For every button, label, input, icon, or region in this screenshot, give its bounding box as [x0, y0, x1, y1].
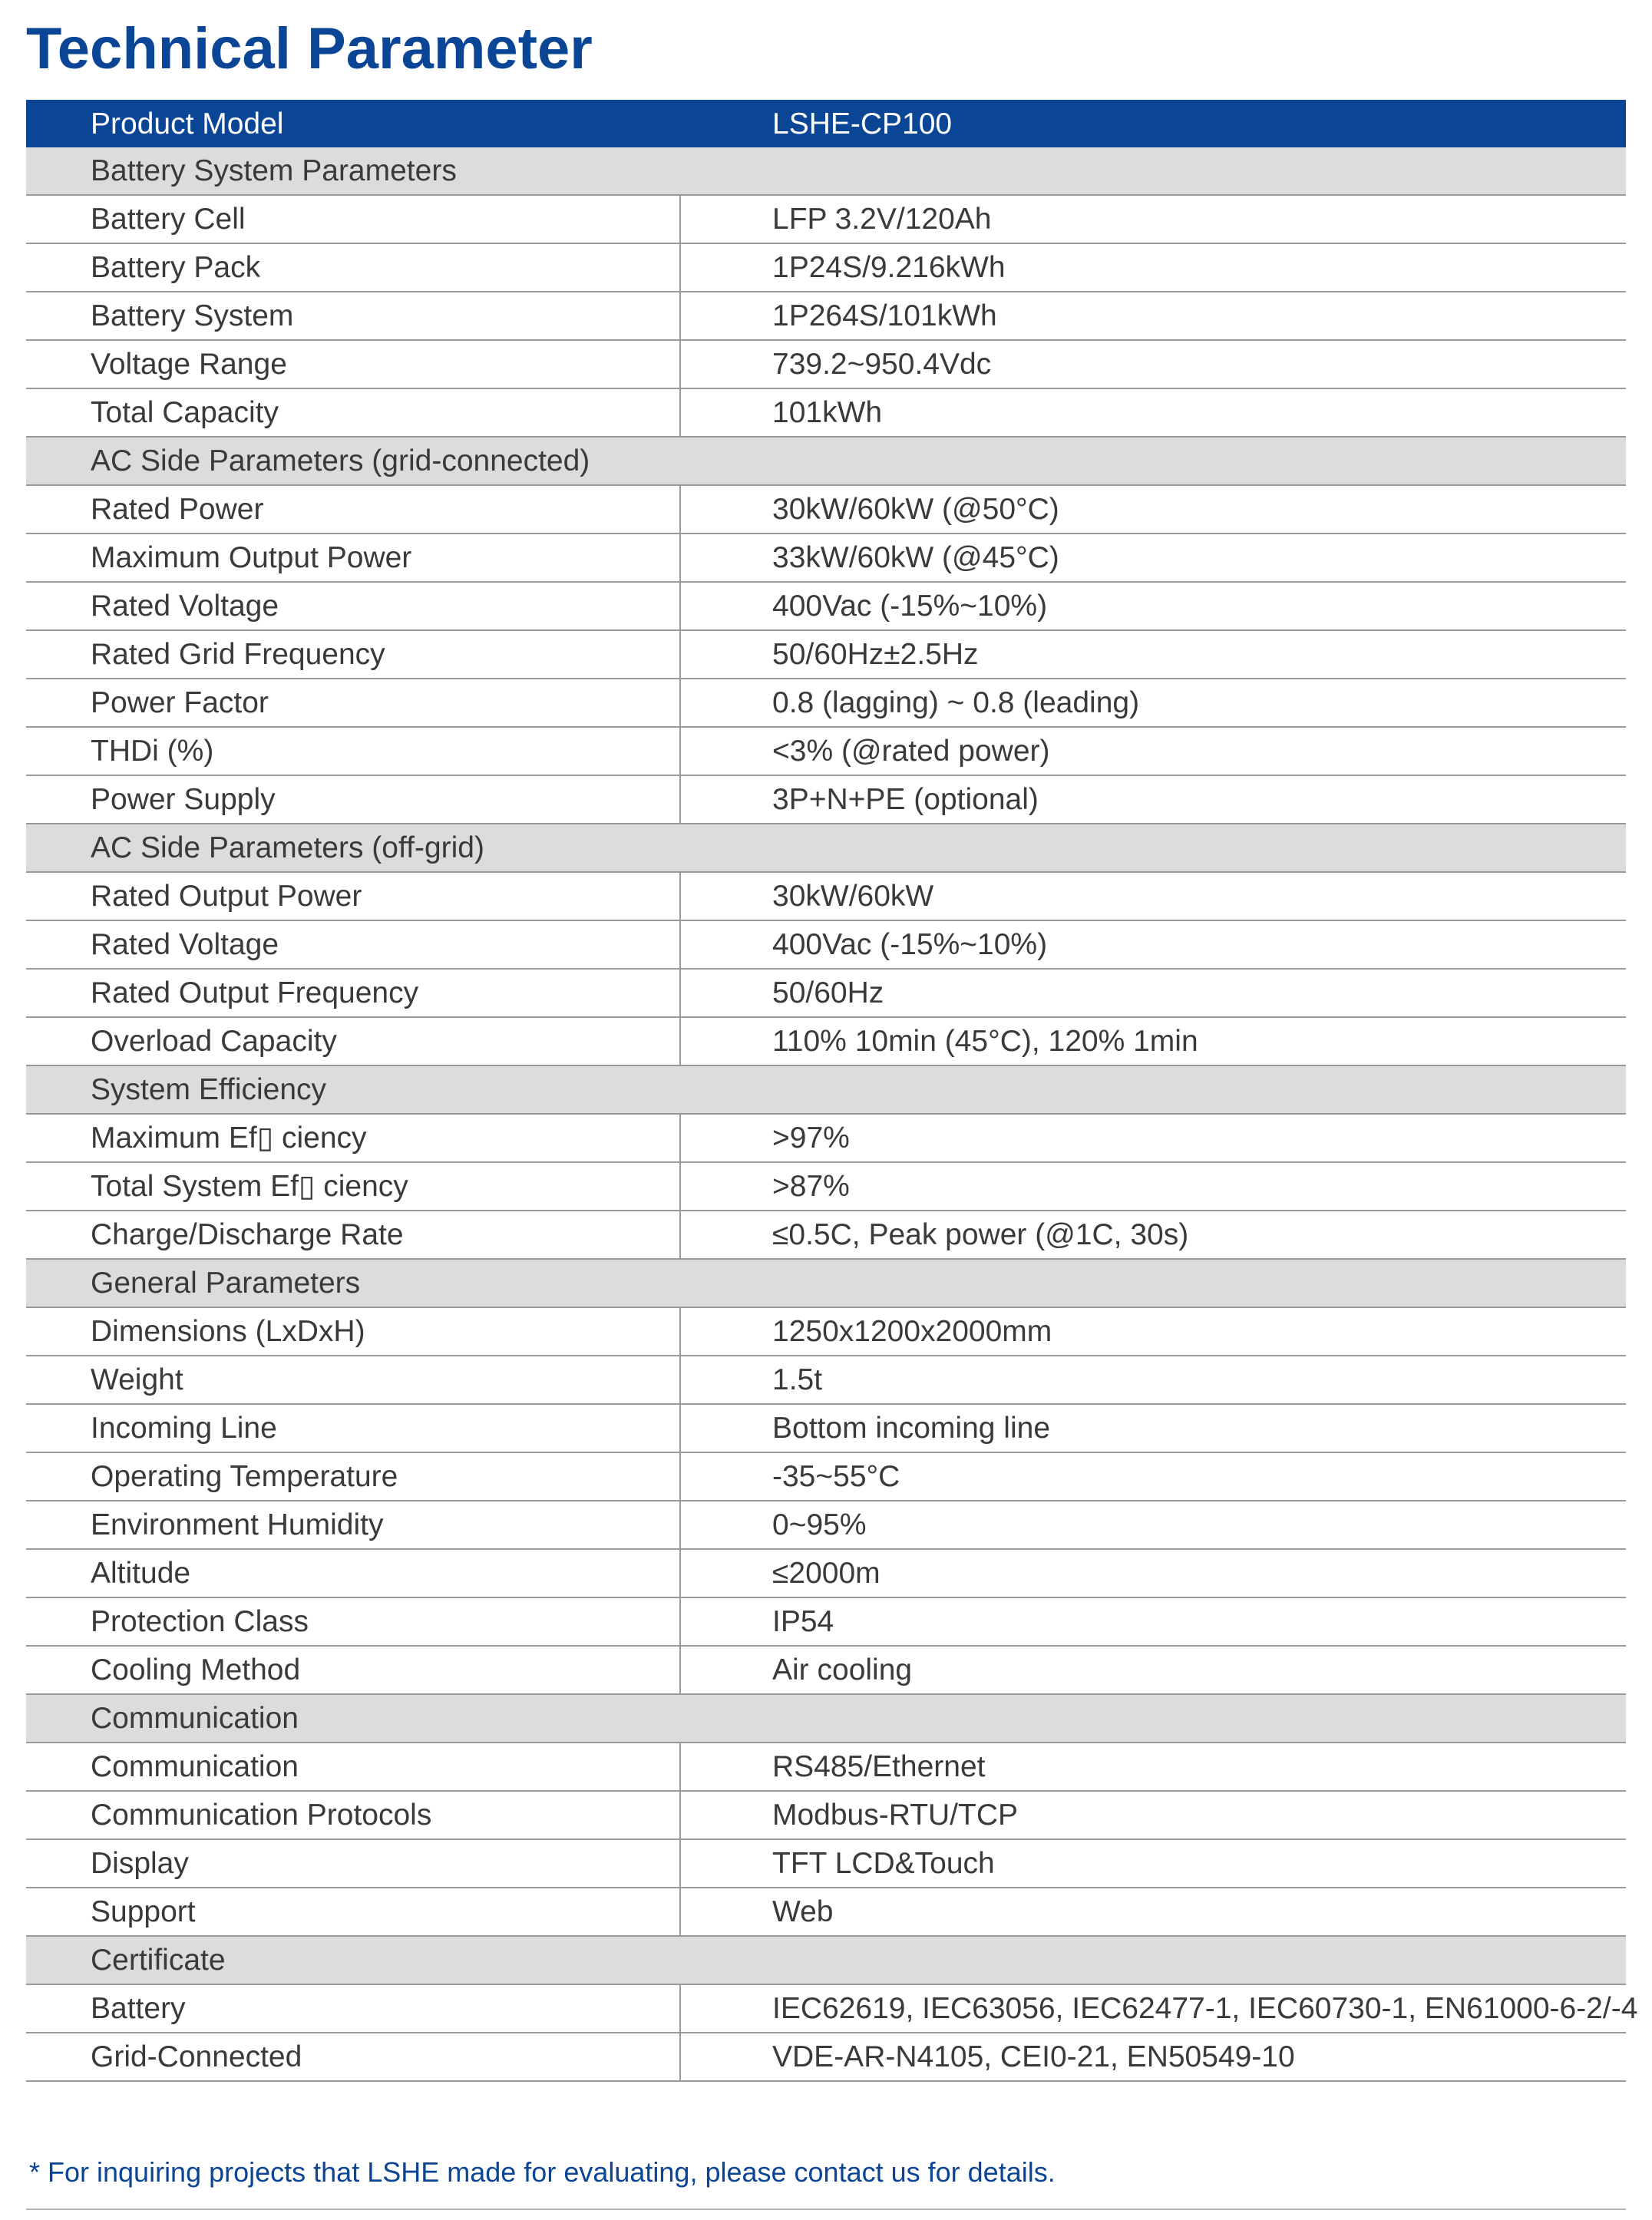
section-header-row [26, 438, 1626, 486]
table-row [26, 631, 1626, 679]
column-divider [679, 1792, 681, 1838]
parameter-label: Total System Ef▯ ciency [91, 1170, 408, 1203]
parameter-label: Communication Protocols [91, 1799, 432, 1832]
parameter-value: 1P264S/101kWh [772, 299, 997, 332]
column-divider [679, 244, 681, 291]
parameter-value: 30kW/60kW (@50°C) [772, 493, 1059, 526]
column-divider [679, 1888, 681, 1935]
table-row [26, 1598, 1626, 1647]
column-divider [679, 679, 681, 726]
parameter-label: Dimensions (LxDxH) [91, 1315, 365, 1348]
footnote: * For inquiring projects that LSHE made for evaluating, please contact us for details. [29, 2156, 1056, 2188]
column-divider [679, 1647, 681, 1693]
parameter-value: ≤0.5C, Peak power (@1C, 30s) [772, 1218, 1189, 1251]
parameter-label: Cooling Method [91, 1653, 301, 1686]
table-row [26, 1115, 1626, 1163]
column-divider [679, 292, 681, 339]
parameter-label: THDi (%) [91, 735, 214, 768]
column-divider [679, 583, 681, 629]
section-header-row [26, 1066, 1626, 1115]
table-row [26, 534, 1626, 583]
parameter-value: 739.2~950.4Vdc [772, 348, 992, 381]
parameter-value: Modbus-RTU/TCP [772, 1799, 1019, 1832]
table-row [26, 776, 1626, 824]
column-divider [679, 873, 681, 920]
parameter-label: Communication [91, 1750, 299, 1783]
column-divider [679, 921, 681, 968]
column-divider [679, 631, 681, 678]
table-row [26, 244, 1626, 292]
section-header-row [26, 1260, 1626, 1308]
section-header-row [26, 824, 1626, 873]
parameter-value: TFT LCD&Touch [772, 1847, 995, 1880]
parameter-label: Rated Output Frequency [91, 976, 419, 1009]
column-divider [679, 1501, 681, 1548]
section-title: Certificate [91, 1944, 226, 1977]
header-label: Product Model [91, 107, 284, 140]
parameter-value: 30kW/60kW [772, 880, 934, 913]
parameter-label: Maximum Output Power [91, 541, 412, 574]
section-title: General Parameters [91, 1267, 361, 1300]
column-divider [679, 1840, 681, 1887]
parameter-label: Rated Output Power [91, 880, 362, 913]
parameter-value: VDE-AR-N4105, CEI0-21, EN50549-10 [772, 2040, 1295, 2073]
parameter-label: Rated Voltage [91, 590, 279, 623]
parameter-label: Environment Humidity [91, 1508, 384, 1541]
parameter-value: ≤2000m [772, 1557, 881, 1590]
parameter-value: 110% 10min (45°C), 120% 1min [772, 1025, 1198, 1058]
parameter-value: >97% [772, 1122, 850, 1155]
parameter-value: RS485/Ethernet [772, 1750, 986, 1783]
column-divider [679, 196, 681, 243]
table-row [26, 1308, 1626, 1356]
table-row [26, 921, 1626, 970]
table-row [26, 1840, 1626, 1888]
section-header-row [26, 1695, 1626, 1743]
parameter-label: Power Supply [91, 783, 276, 816]
parameter-label: Battery Pack [91, 251, 261, 284]
column-divider [679, 1018, 681, 1065]
parameter-value: 1250x1200x2000mm [772, 1315, 1052, 1348]
spec-table [26, 100, 1638, 2082]
column-divider [679, 1453, 681, 1500]
table-row [26, 341, 1626, 389]
table-row [26, 1405, 1626, 1453]
parameter-label: Weight [91, 1363, 183, 1396]
parameter-label: Voltage Range [91, 348, 287, 381]
column-divider [679, 1405, 681, 1452]
parameter-value: 101kWh [772, 396, 883, 429]
column-divider [679, 1308, 681, 1355]
column-divider [679, 1211, 681, 1258]
column-divider [679, 1985, 681, 2032]
table-row [26, 1163, 1626, 1211]
table-row [26, 1211, 1626, 1260]
parameter-value: 400Vac (-15%~10%) [772, 928, 1048, 961]
table-row [26, 389, 1626, 438]
parameter-label: Incoming Line [91, 1412, 277, 1445]
parameter-label: Display [91, 1847, 189, 1880]
column-divider [679, 1598, 681, 1645]
parameter-value: 1P24S/9.216kWh [772, 251, 1006, 284]
table-row [26, 1356, 1626, 1405]
column-divider [679, 534, 681, 581]
table-row [26, 1647, 1626, 1695]
column-divider [679, 2033, 681, 2080]
table-row [26, 679, 1626, 728]
table-row [26, 1453, 1626, 1501]
parameter-label: Operating Temperature [91, 1460, 398, 1493]
parameter-label: Charge/Discharge Rate [91, 1218, 404, 1251]
parameter-label: Power Factor [91, 686, 269, 719]
section-title: AC Side Parameters (grid-connected) [91, 444, 590, 477]
table-row [26, 2033, 1626, 2082]
parameter-value: Web [772, 1895, 834, 1928]
parameter-value: -35~55°C [772, 1460, 900, 1493]
parameter-value: Air cooling [772, 1653, 913, 1686]
section-title: System Efficiency [91, 1073, 327, 1106]
parameter-label: Battery System [91, 299, 294, 332]
parameter-value: 33kW/60kW (@45°C) [772, 541, 1059, 574]
header-value: LSHE-CP100 [772, 107, 953, 140]
parameter-label: Rated Voltage [91, 928, 279, 961]
table-row [26, 1792, 1626, 1840]
table-row [26, 1743, 1626, 1792]
section-title: Communication [91, 1702, 299, 1735]
parameter-value: <3% (@rated power) [772, 735, 1050, 768]
column-divider [679, 1743, 681, 1790]
section-header-row [26, 1937, 1626, 1985]
table-row [26, 1985, 1638, 2033]
table-row [26, 873, 1626, 921]
table-row [26, 583, 1626, 631]
table-row [26, 196, 1626, 244]
parameter-label: Battery [91, 1992, 186, 2025]
table-row [26, 486, 1626, 534]
parameter-value: >87% [772, 1170, 850, 1203]
parameter-label: Altitude [91, 1557, 191, 1590]
column-divider [679, 1550, 681, 1597]
column-divider [679, 486, 681, 533]
table-row [26, 1018, 1626, 1066]
column-divider [679, 776, 681, 823]
column-divider [679, 1163, 681, 1210]
parameter-value: Bottom incoming line [772, 1412, 1051, 1445]
section-title: Battery System Parameters [91, 154, 457, 187]
parameter-value: 3P+N+PE (optional) [772, 783, 1039, 816]
page-title: Technical Parameter [26, 16, 593, 81]
column-divider [679, 1115, 681, 1161]
footer-rule [26, 2208, 1626, 2210]
parameter-value: IEC62619, IEC63056, IEC62477-1, IEC60730-1, EN61000-6-2/-4 [772, 1992, 1638, 2025]
parameter-label: Battery Cell [91, 203, 246, 236]
section-title: AC Side Parameters (off-grid) [91, 831, 484, 864]
parameter-value: 1.5t [772, 1363, 823, 1396]
parameter-label: Overload Capacity [91, 1025, 337, 1058]
parameter-value: 50/60Hz±2.5Hz [772, 638, 979, 671]
table-row [26, 970, 1626, 1018]
column-divider [679, 970, 681, 1016]
table-row [26, 1501, 1626, 1550]
column-divider [679, 389, 681, 436]
parameter-value: IP54 [772, 1605, 834, 1638]
parameter-value: LFP 3.2V/120Ah [772, 203, 992, 236]
parameter-label: Rated Power [91, 493, 264, 526]
column-divider [679, 1356, 681, 1403]
table-row [26, 1888, 1626, 1937]
table-row [26, 728, 1626, 776]
parameter-label: Maximum Ef▯ ciency [91, 1122, 367, 1155]
parameter-value: 400Vac (-15%~10%) [772, 590, 1048, 623]
parameter-label: Total Capacity [91, 396, 279, 429]
parameter-value: 0.8 (lagging) ~ 0.8 (leading) [772, 686, 1140, 719]
parameter-label: Rated Grid Frequency [91, 638, 385, 671]
table-row [26, 1550, 1626, 1598]
section-header-row [26, 147, 1626, 196]
parameter-label: Grid-Connected [91, 2040, 302, 2073]
column-divider [679, 728, 681, 775]
table-row [26, 292, 1626, 341]
parameter-label: Support [91, 1895, 196, 1928]
parameter-value: 0~95% [772, 1508, 867, 1541]
column-divider [679, 341, 681, 388]
table-header-row [26, 100, 1626, 147]
parameter-value: 50/60Hz [772, 976, 884, 1009]
parameter-label: Protection Class [91, 1605, 309, 1638]
